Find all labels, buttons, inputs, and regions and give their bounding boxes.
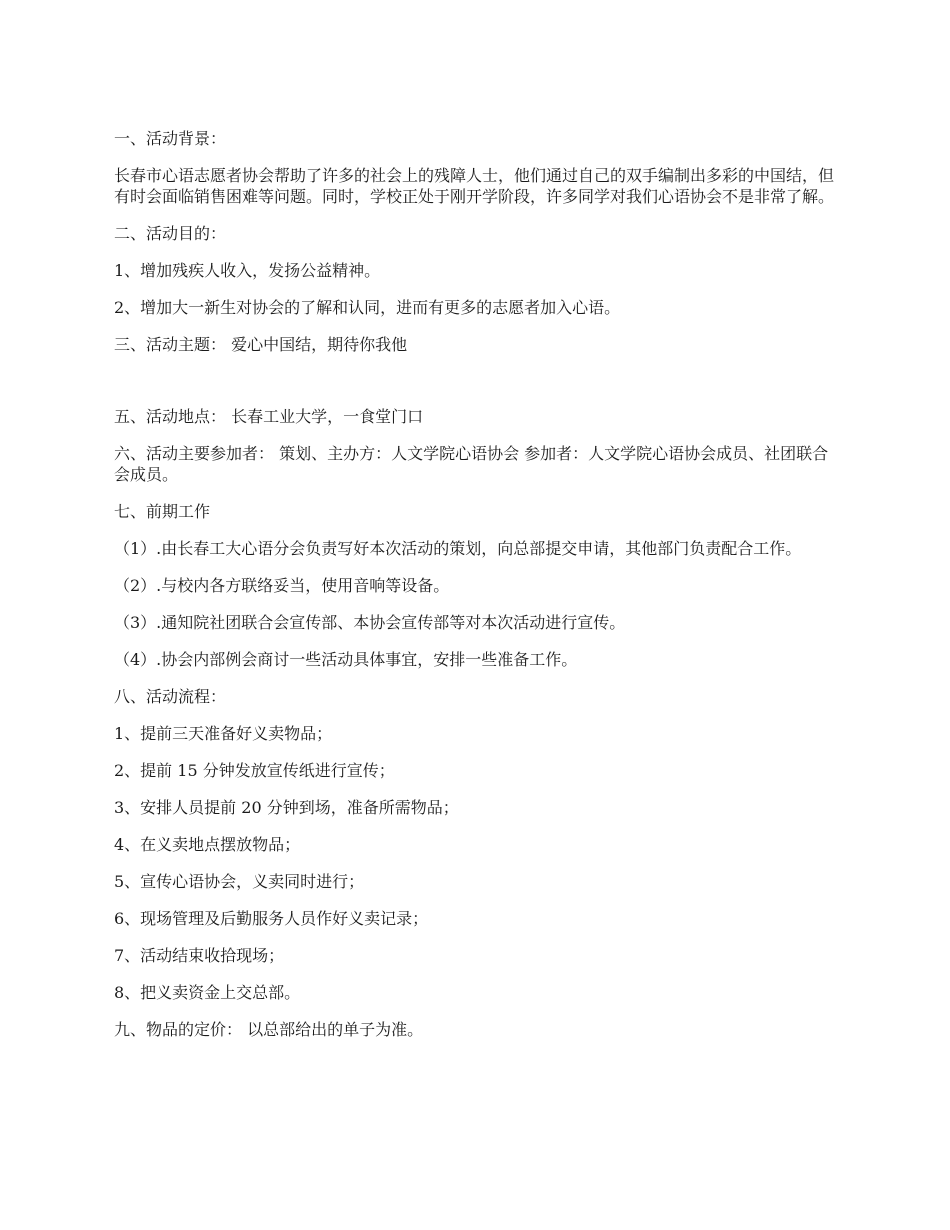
list-item-process-2: 2、提前 15 分钟发放宣传纸进行宣传； [114,761,395,780]
paragraph-background: 长春市心语志愿者协会帮助了许多的社会上的残障人士，他们通过自己的双手编制出多彩的中国结，但有时会面临销售困难等问题。同时，学校正处于刚开学阶段，许多同学对我们心语协会不是非常了解。 [114,166,835,206]
list-item-preparation-3: （3）.通知院社团联合会宣传部、本协会宣传部等对本次活动进行宣传。 [114,613,626,632]
list-item-process-5: 5、宣传心语协会，义卖同时进行； [114,872,365,891]
heading-participants: 六、活动主要参加者： 策划、主办方：人文学院心语协会 参加者：人文学院心语协会成员、社团联合会成员。 [114,444,829,484]
heading-purpose: 二、活动目的： [114,224,227,243]
heading-process: 八、活动流程： [114,687,227,706]
list-item-process-6: 6、现场管理及后勤服务人员作好义卖记录； [114,909,429,928]
heading-background: 一、活动背景： [114,129,227,148]
list-item-purpose-1: 1、增加残疾人收入，发扬公益精神。 [114,261,381,280]
list-item-process-8: 8、把义卖资金上交总部。 [114,983,301,1002]
list-item-process-4: 4、在义卖地点摆放物品； [114,835,301,854]
heading-pricing: 九、物品的定价： 以总部给出的单子为准。 [114,1020,424,1039]
list-item-preparation-2: （2）.与校内各方联络妥当，使用音响等设备。 [114,576,450,595]
heading-preparation: 七、前期工作 [114,502,211,521]
list-item-preparation-1: （1）.由长春工大心语分会负责写好本次活动的策划，向总部提交申请，其他部门负责配合工作。 [114,539,802,558]
heading-theme: 三、活动主题： 爱心中国结，期待你我他 [114,335,408,354]
list-item-process-7: 7、活动结束收拾现场； [114,946,285,965]
list-item-process-1: 1、提前三天准备好义卖物品； [114,724,333,743]
list-item-preparation-4: （4）.协会内部例会商讨一些活动具体事宜，安排一些准备工作。 [114,650,578,669]
heading-location: 五、活动地点： 长春工业大学，一食堂门口 [114,407,424,426]
list-item-purpose-2: 2、增加大一新生对协会的了解和认同，进而有更多的志愿者加入心语。 [114,298,621,317]
list-item-process-3: 3、安排人员提前 20 分钟到场，准备所需物品； [114,798,459,817]
document-body [114,128,842,1056]
